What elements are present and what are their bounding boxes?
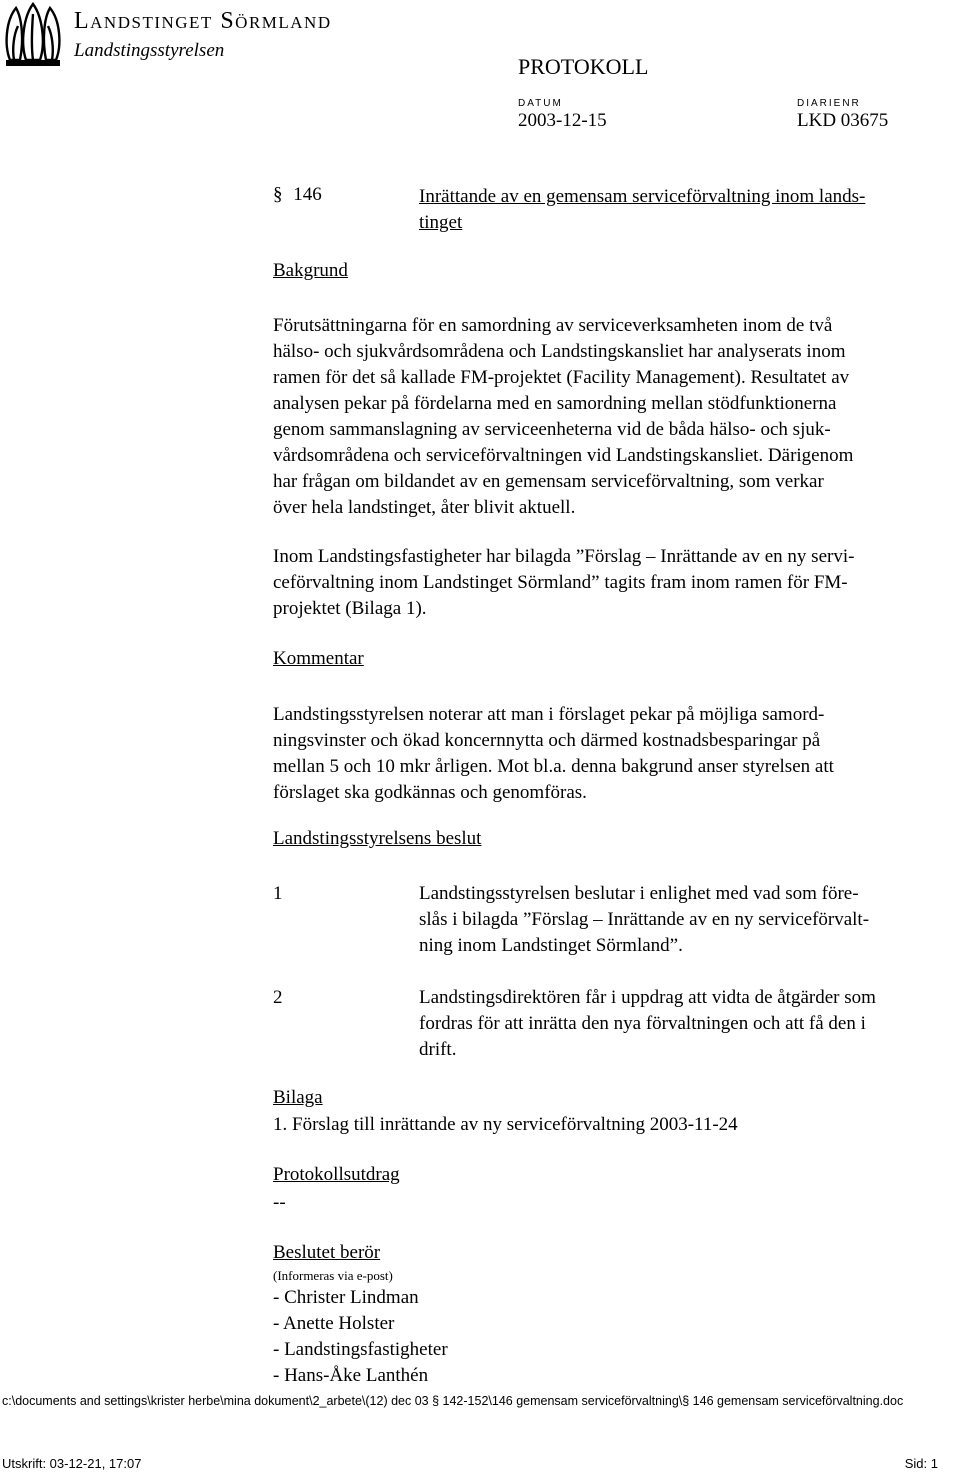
recipient-item: - Christer Lindman [273,1287,419,1308]
text-line: hälso- och sjukvårdsområdena och Landstingskansliet har analyserats inom [273,341,846,362]
diarienr-value: LKD 03675 [797,110,889,131]
tulip-crown-logo-icon [2,0,64,70]
page-number: Sid: 1 [904,1456,938,1471]
recipients-list [273,1285,448,1389]
text-line: Landstingsdirektören får i uppdrag att vidta de åtgärder som [419,987,876,1008]
section-number-value: 146 [293,184,322,205]
section-title [419,184,959,236]
text-line: genom sammanslagning av serviceenheterna vid de båda hälso- och sjuk- [273,419,831,440]
paragraph-symbol: § [273,184,283,205]
recipient-item: - Landstingsfastigheter [273,1339,448,1360]
recipient-item: - Hans-Åke Lanthén [273,1365,429,1386]
text-line: ningsvinster och ökad koncernnytta och därmed kostnadsbesparingar på [273,730,821,751]
bakgrund-paragraph-1 [273,313,945,521]
beslut-heading: Landstingsstyrelsens beslut [273,828,482,849]
text-line: över hela landstinget, åter blivit aktuell. [273,497,576,518]
file-path: c:\documents and settings\krister herbe\mina dokument\2_arbete\(12) dec 03 § 142-152\146 gemensam serviceförvaltning\§ 146 gemensam serviceförvaltning.doc [2,1394,904,1408]
decision-item-text [419,985,959,1063]
text-line: mellan 5 och 10 mkr årligen. Mot bl.a. denna bakgrund anser styrelsen att [273,756,834,777]
section-title-line: Inrättande av en gemensam serviceförvaltning inom lands- [419,186,866,207]
organization-subtitle: Landstingsstyrelsen [74,40,225,61]
diarienr-label: DIARIENR [797,98,861,109]
section-title-line: tinget [419,212,463,233]
text-line: projektet (Bilaga 1). [273,598,427,619]
date-label: DATUM [518,98,563,109]
recipient-item: - Anette Holster [273,1313,395,1334]
decision-item-text [419,881,959,959]
decision-item-number: 2 [273,987,283,1008]
organization-name: Landstinget Sörmland [74,8,332,34]
beslutet-beror-note: (Informeras via e-post) [273,1268,393,1283]
text-line: ceförvaltning inom Landstinget Sörmland” tagits fram inom ramen för FM- [273,572,848,593]
bakgrund-paragraph-2 [273,544,945,622]
text-line: analysen pekar på fördelarna med en samordning mellan stödfunktionerna [273,393,837,414]
text-line: ramen för det så kallade FM-projektet (Facility Management). Resultatet av [273,367,850,388]
beslutet-beror-heading: Beslutet berör [273,1242,381,1263]
date-value: 2003-12-15 [518,110,607,131]
protokollsutdrag-text: -- [273,1192,286,1213]
bilaga-heading: Bilaga [273,1087,323,1108]
section-number [273,184,322,206]
text-line: Landstingsstyrelsen beslutar i enlighet med vad som före- [419,883,859,904]
print-timestamp: Utskrift: 03-12-21, 17:07 [2,1456,142,1471]
text-line: förslaget ska godkännas och genomföras. [273,782,587,803]
text-line: vårdsområdena och serviceförvaltningen vid Landstingskansliet. Därigenom [273,445,854,466]
text-line: Förutsättningarna för en samordning av serviceverksamheten inom de två [273,315,833,336]
text-line: fordras för att inrätta den nya förvaltningen och att få den i [419,1013,866,1034]
text-line: drift. [419,1039,457,1060]
text-line: ning inom Landstinget Sörmland”. [419,935,683,956]
text-line: Inom Landstingsfastigheter har bilagda ”Förslag – Inrättande av en ny servi- [273,546,855,567]
text-line: slås i bilagda ”Förslag – Inrättande av en ny serviceförvalt- [419,909,870,930]
document-type: PROTOKOLL [518,54,649,79]
bilaga-item: 1. Förslag till inrättande av ny serviceförvaltning 2003-11-24 [273,1114,738,1135]
protokollsutdrag-heading: Protokollsutdrag [273,1164,400,1185]
text-line: Landstingsstyrelsen noterar att man i förslaget pekar på möjliga samord- [273,704,825,725]
text-line: har frågan om bildandet av en gemensam serviceförvaltning, som verkar [273,471,824,492]
kommentar-paragraph [273,702,945,806]
bakgrund-heading: Bakgrund [273,260,348,281]
decision-item-number: 1 [273,883,283,904]
kommentar-heading: Kommentar [273,648,364,669]
